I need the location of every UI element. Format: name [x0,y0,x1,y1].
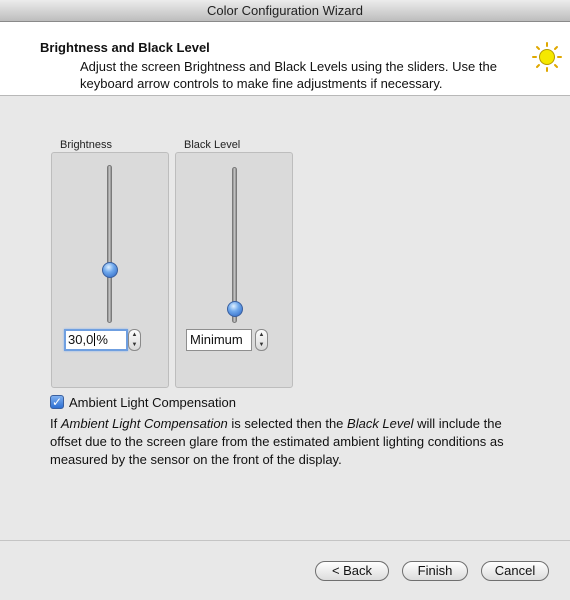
explain-emphasis: Ambient Light Compensation [60,416,228,431]
black-level-slider-knob[interactable] [227,301,243,317]
footer-divider [0,540,570,541]
brightness-slider-track[interactable] [107,165,112,323]
brightness-panel [51,152,169,388]
stepper-down-icon[interactable]: ▼ [131,342,138,348]
window-title: Color Configuration Wizard [206,3,364,18]
wizard-header [0,22,570,96]
explain-text: is selected then the [227,416,348,431]
finish-button[interactable]: Finish [402,561,468,581]
explain-emphasis: Black Level [347,416,414,431]
page-description: Adjust the screen Brightness and Black Levels using the sliders. Use the keyboard arrow controls to make fine adjustments if necessary. [80,59,497,91]
explain-text: If [50,416,61,431]
explain-text: will include the offset due to the screen glare from the estimated ambient lighting conditions as measured by the sensor on the front of the display. [50,416,504,467]
brightness-stepper[interactable] [128,329,141,351]
brightness-slider-knob[interactable] [102,262,118,278]
ambient-light-explanation [50,415,530,469]
stepper-down-icon[interactable]: ▼ [258,342,265,348]
black-level-value-field[interactable] [186,329,252,351]
brightness-value-field[interactable] [64,329,128,351]
black-level-panel [175,152,293,388]
brightness-label: Brightness [60,139,112,151]
window-titlebar [0,0,570,22]
stepper-up-icon[interactable]: ▲ [258,332,265,338]
black-level-stepper[interactable] [255,329,268,351]
back-button[interactable]: < Back [315,561,389,581]
ambient-light-checkbox[interactable]: ✓ [51,395,63,409]
black-level-value: Minimum [190,332,243,347]
page-title: Brightness and Black Level [40,40,210,55]
stepper-up-icon[interactable]: ▲ [131,332,138,338]
brightness-value: 30,0 [68,332,94,347]
cancel-button[interactable]: Cancel [481,561,549,581]
brightness-unit: % [96,332,108,347]
sun-icon [532,42,562,72]
black-level-label: Black Level [184,139,241,151]
black-level-slider-track[interactable] [232,167,237,323]
ambient-light-label[interactable]: Ambient Light Compensation [69,395,236,410]
